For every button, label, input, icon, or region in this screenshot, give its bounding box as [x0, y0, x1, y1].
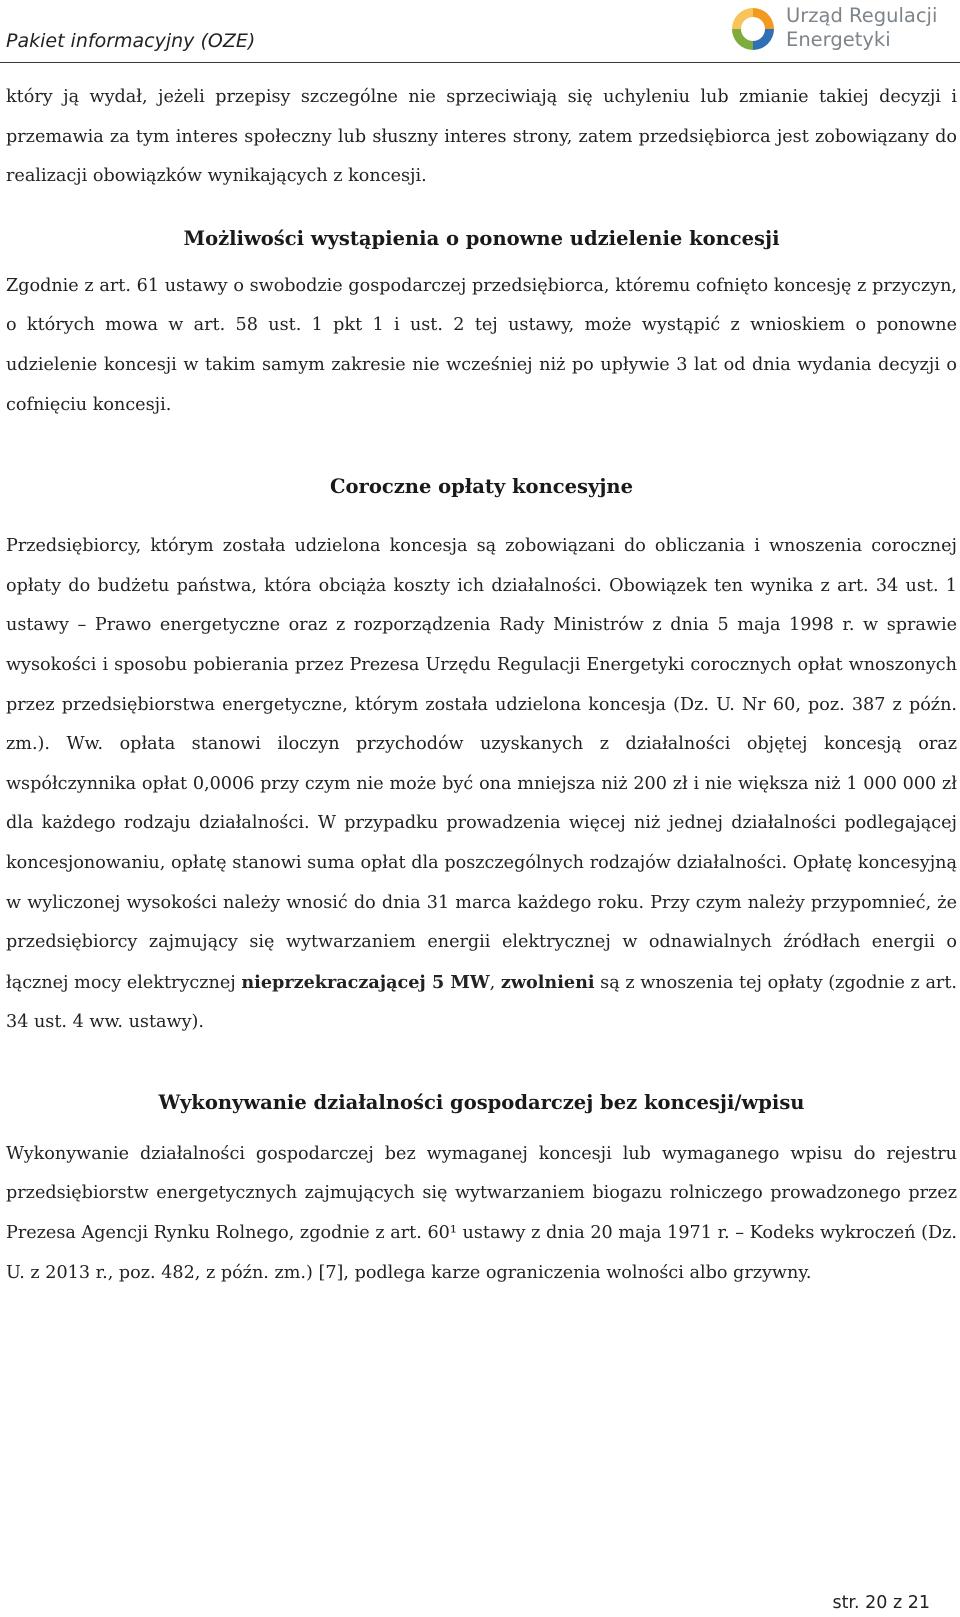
- annual-fees-text-c: są z wnoszenia tej opłaty (zgodnie z art. 34 ust. 4 ww. ustawy).: [6, 972, 958, 1033]
- reapply-license-paragraph: Zgodnie z art. 61 ustawy o swobodzie gospodarczej przedsiębiorca, któremu cofnięto koncesję z przyczyn, o których mowa w art. 58 ust. 1 pkt 1 i ust. 2 tej ustawy, może wystąpić z wnioskiem o ponowne udzielenie koncesji w takim samym zakresie nie wcześniej niż po upływie 3 lat od dnia wydania decyzji o cofnięciu koncesji.: [6, 275, 957, 415]
- annual-fees-bold-exempt: zwolnieni: [500, 971, 595, 993]
- heading-unlicensed-activity: Wykonywanie działalności gospodarczej bez koncesji/wpisu: [158, 1090, 805, 1114]
- intro-paragraph: który ją wydał, jeżeli przepisy szczególne nie sprzeciwiają się uchyleniu lub zmianie takiej decyzji i przemawia za tym interes społeczny lub słuszny interes strony, zatem przedsiębiorca jest zobowiązany do realizacji obowiązków wynikających z koncesji.: [6, 87, 957, 187]
- logo-line-2: Energetyki: [786, 28, 891, 51]
- annual-fees-text-a: Przedsiębiorcy, którym została udzielona koncesja są zobowiązani do obliczania i wnoszenia corocznej opłaty do budżetu państwa, która obciąża koszty ich działalności. Obowiązek ten wynika z art. 34 ust. 1 ustawy – Prawo energetyczne oraz z rozporządzenia Rady Ministrów z dnia 5 maja 1998 r. w sprawie wysokości i sposobu pobierania przez Prezesa Urzędu Regulacji Energetyki corocznych opłat wnoszonych przez przedsiębiorstwa energetyczne, którym została udzielona koncesja (Dz. U. Nr 60, poz. 387 z późn. zm.). Ww. opłata stanowi iloczyn przychodów uzyskanych z działalności objętej koncesją oraz współczynnika opłat 0,0006 przy czym nie może być ona mniejsza niż 200 zł i nie większa niż 1 000 000 zł dla każdego rodzaju działalności. W przypadku prowadzenia więcej niż jednej działalności podlegającej koncesjonowaniu, opłatę stanowi suma opłat dla poszczególnych rodzajów działalności. Opłatę koncesyjną w wyliczonej wysokości należy wnosić do dnia 31 marca każdego roku. Przy czym należy przypomnieć, że przedsiębiorcy zajmujący się wytwarzaniem energii elektrycznej w odnawialnych źródłach energii o łącznej mocy elektrycznej: [6, 536, 957, 993]
- ure-logo-text: [786, 4, 937, 52]
- annual-fees-text-b: ,: [489, 972, 501, 993]
- logo-line-1: Urząd Regulacji: [786, 4, 938, 27]
- heading-annual-fees: Coroczne opłaty koncesyjne: [330, 475, 633, 499]
- page-header: [0, 0, 960, 64]
- unlicensed-activity-paragraph: Wykonywanie działalności gospodarczej bez wymaganej koncesji lub wymaganego wpisu do rejestru przedsiębiorstw energetycznych zajmujących się wytwarzaniem biogazu rolniczego prowadzonego przez Prezesa Agencji Rynku Rolnego, zgodnie z art. 60¹ ustawy z dnia 20 maja 1971 r. – Kodeks wykroczeń (Dz. U. z 2013 r., poz. 482, z późn. zm.) [7], podlega karze ograniczenia wolności albo grzywny.: [6, 1143, 957, 1283]
- page-content: [6, 78, 957, 1293]
- document-title: Pakiet informacyjny (OZE): [6, 30, 256, 52]
- annual-fees-bold-capacity: nieprzekraczającej 5 MW: [241, 971, 490, 993]
- page-number: str. 20 z 21: [832, 1593, 930, 1613]
- header-divider: [0, 62, 960, 63]
- heading-reapply-license: Możliwości wystąpienia o ponowne udzielenie koncesji: [183, 226, 780, 250]
- ure-logo: [728, 2, 958, 58]
- ure-logo-icon: [728, 4, 778, 54]
- annual-fees-paragraph: [6, 527, 957, 1043]
